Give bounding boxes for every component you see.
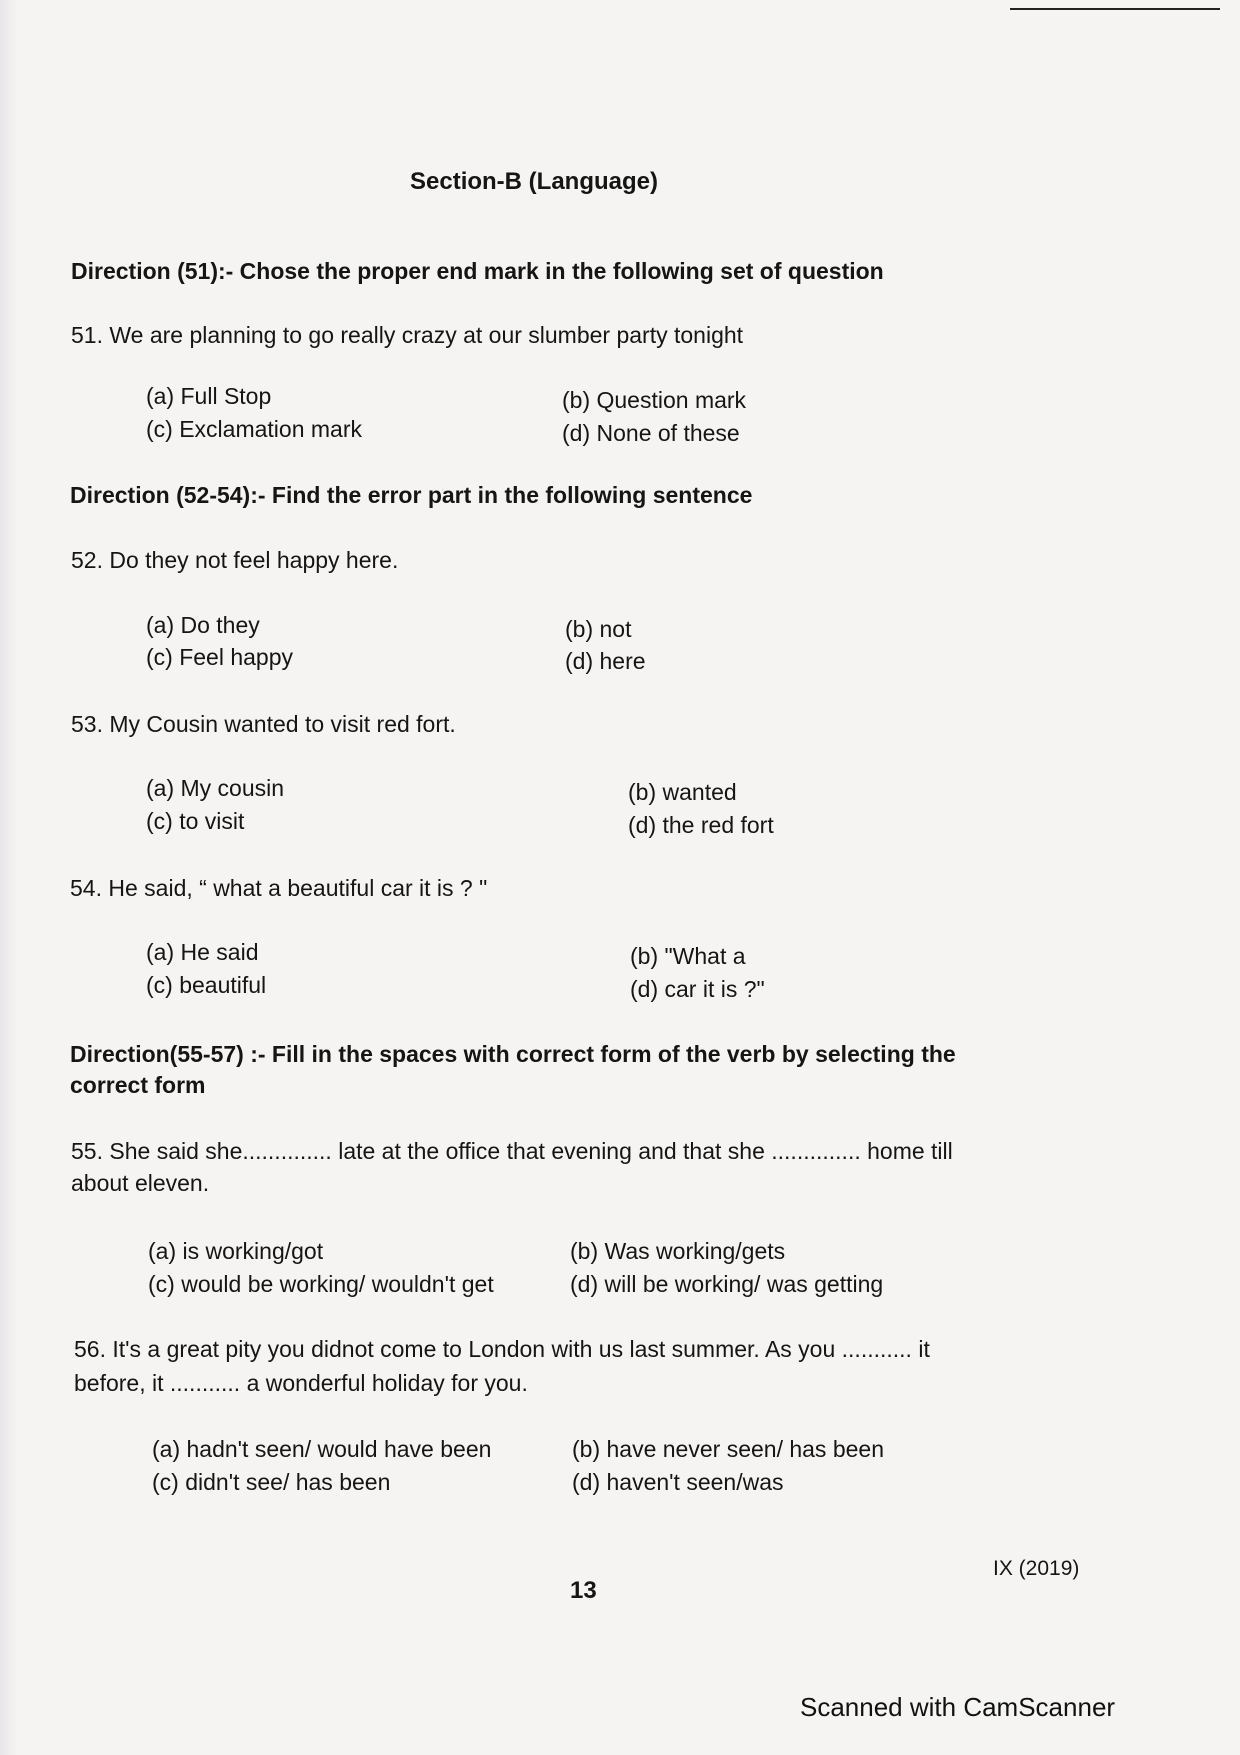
question-55-line2: about eleven. <box>71 1170 210 1196</box>
direction-55-57-line2: correct form <box>70 1072 206 1098</box>
scanner-watermark: Scanned with CamScanner <box>800 1692 1116 1722</box>
option-54-c: (c) beautiful <box>146 972 267 998</box>
question-number: 54. <box>70 875 102 901</box>
option-51-b: (b) Question mark <box>562 387 747 413</box>
option-52-c: (c) Feel happy <box>146 644 294 670</box>
question-text: He said, “ what a beautiful car it is ? " <box>108 875 488 901</box>
question-56-line1 <box>74 1336 930 1363</box>
option-53-c: (c) to visit <box>146 808 245 834</box>
question-52 <box>71 547 398 574</box>
direction-51: Direction (51):- Chose the proper end mark in the following set of question <box>71 258 884 284</box>
question-text: My Cousin wanted to visit red fort. <box>109 711 456 737</box>
question-number: 55. <box>71 1138 103 1164</box>
option-54-d: (d) car it is ?" <box>630 976 765 1002</box>
option-56-b: (b) have never seen/ has been <box>572 1436 884 1462</box>
option-54-a: (a) He said <box>146 939 259 965</box>
option-55-d: (d) will be working/ was getting <box>570 1271 884 1297</box>
option-52-b: (b) not <box>565 616 632 642</box>
option-56-c: (c) didn't see/ has been <box>152 1469 391 1495</box>
paper-code: IX (2019) <box>993 1557 1080 1580</box>
section-title: Section-B (Language) <box>410 168 659 195</box>
page-number: 13 <box>570 1577 597 1604</box>
option-52-d: (d) here <box>565 648 646 674</box>
question-text: We are planning to go really crazy at our slumber party tonight <box>109 322 744 348</box>
option-53-d: (d) the red fort <box>628 812 774 838</box>
direction-55-57-line1: Direction(55-57) :- Fill in the spaces with correct form of the verb by selecting the <box>70 1041 956 1067</box>
option-53-a: (a) My cousin <box>146 775 285 801</box>
option-55-b: (b) Was working/gets <box>570 1238 786 1264</box>
option-51-d: (d) None of these <box>562 420 740 446</box>
question-number: 51. <box>71 322 103 348</box>
option-55-c: (c) would be working/ wouldn't get <box>148 1271 494 1297</box>
question-text: It's a great pity you didnot come to London with us last summer. As you ........... it <box>112 1336 930 1362</box>
question-text: Do they not feel happy here. <box>109 547 399 573</box>
question-53 <box>71 711 456 738</box>
option-56-a: (a) hadn't seen/ would have been <box>152 1436 492 1462</box>
option-54-b: (b) "What a <box>630 943 746 969</box>
option-56-d: (d) haven't seen/was <box>572 1469 784 1495</box>
question-number: 53. <box>71 711 103 737</box>
direction-52-54: Direction (52-54):- Find the error part in the following sentence <box>70 482 753 508</box>
option-53-b: (b) wanted <box>628 779 737 805</box>
question-56-line2: before, it ........... a wonderful holiday for you. <box>74 1370 528 1396</box>
option-51-c: (c) Exclamation mark <box>146 416 362 442</box>
option-55-a: (a) is working/got <box>148 1238 324 1264</box>
scan-artifact-line <box>1010 8 1220 10</box>
question-text: She said she.............. late at the office that evening and that she .............. home till <box>109 1138 953 1164</box>
question-51 <box>71 322 743 349</box>
option-52-a: (a) Do they <box>146 612 260 638</box>
question-number: 52. <box>71 547 103 573</box>
question-55-line1 <box>71 1138 953 1165</box>
page-edge <box>0 0 18 1755</box>
question-54 <box>70 875 487 902</box>
option-51-a: (a) Full Stop <box>146 383 272 409</box>
question-number: 56. <box>74 1336 106 1362</box>
